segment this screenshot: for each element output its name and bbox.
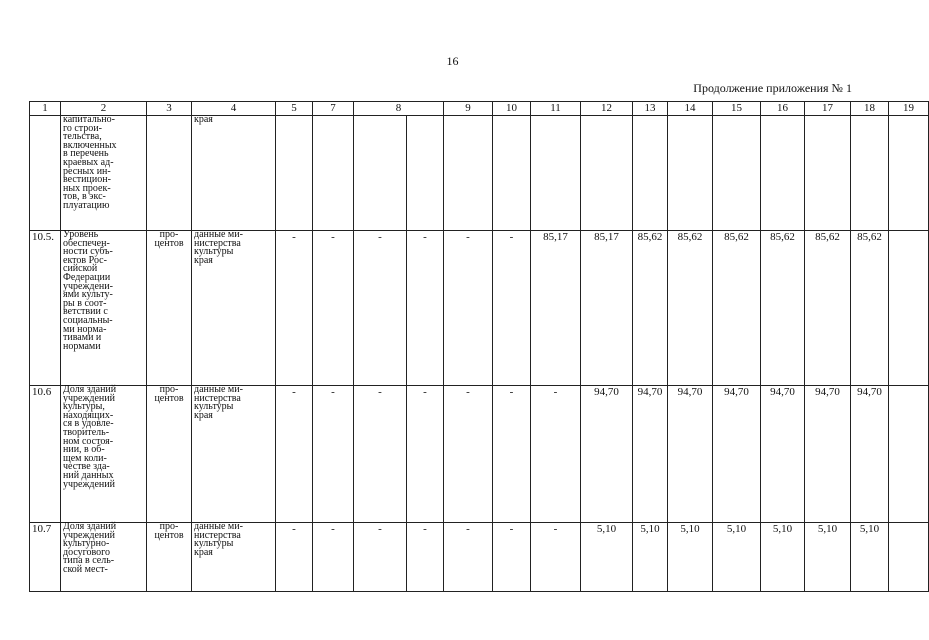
data-source-cell	[192, 116, 276, 231]
cell-text-line: сийской	[63, 263, 98, 275]
column-header: 5	[276, 102, 313, 116]
value-cell: 85,62	[851, 231, 889, 386]
indicator-name-cell	[61, 231, 147, 386]
value-cell	[276, 116, 313, 231]
cell-text-line: Доля зданий	[63, 384, 117, 395]
table-row	[30, 116, 929, 231]
cell-text-line: ветствии с	[63, 306, 108, 318]
value-cell: 85,62	[805, 231, 851, 386]
column-header: 9	[444, 102, 493, 116]
cell-text-line: культурно-	[63, 538, 110, 550]
value-cell	[713, 116, 761, 231]
cell-text-line: тов, в экс-	[63, 191, 106, 203]
cell-text-line: учреждений	[63, 478, 115, 490]
value-cell: -	[313, 231, 354, 386]
value-cell	[668, 116, 713, 231]
value-cell: 94,70	[633, 386, 668, 523]
cell-text-line: данные ми-	[194, 229, 243, 240]
page-number: 16	[446, 54, 459, 68]
value-cell	[493, 116, 531, 231]
value-cell	[313, 116, 354, 231]
data-source-cell	[192, 231, 276, 386]
cell-text-line: Федерации	[63, 271, 111, 283]
unit-cell	[147, 116, 192, 231]
value-cell: -	[313, 523, 354, 592]
value-cell	[851, 116, 889, 231]
cell-text-line: ся в удовле-	[63, 418, 114, 430]
value-cell: 94,70	[713, 386, 761, 523]
cell-text-line: плуатацию	[63, 199, 110, 211]
cell-text-line: края	[194, 114, 213, 125]
cell-text-line: краевых ад-	[63, 156, 114, 168]
value-cell: 85,62	[633, 231, 668, 386]
value-cell: -	[276, 523, 313, 592]
cell-text-line: социальны-	[63, 314, 113, 326]
cell-text-line: данные ми-	[194, 384, 243, 395]
cell-text-line: центов	[154, 237, 184, 249]
value-cell: -	[493, 231, 531, 386]
cell-text-line: в перечень	[63, 148, 109, 160]
cell-text-line: включенных	[63, 139, 117, 151]
column-number-row	[30, 102, 929, 116]
cell-text-line: края	[194, 254, 213, 266]
value-cell	[805, 116, 851, 231]
value-cell: -	[354, 386, 407, 523]
value-cell: -	[444, 386, 493, 523]
row-index-cell: 10.7	[30, 523, 61, 592]
column-header: 10	[493, 102, 531, 116]
data-source-cell	[192, 386, 276, 523]
value-cell	[889, 231, 929, 386]
column-header: 14	[668, 102, 713, 116]
cell-text-line: тельства,	[63, 131, 102, 143]
column-header: 11	[531, 102, 581, 116]
value-cell: -	[354, 523, 407, 592]
value-cell: 94,70	[761, 386, 805, 523]
unit-cell	[147, 231, 192, 386]
value-cell	[354, 116, 407, 231]
cell-text-line: творитель-	[63, 426, 110, 438]
cell-text-line: данные ми-	[194, 521, 243, 532]
cell-text-line: центов	[154, 392, 184, 404]
value-cell	[633, 116, 668, 231]
table-row	[30, 523, 929, 592]
value-cell	[889, 386, 929, 523]
row-index-cell: 10.5.	[30, 231, 61, 386]
cell-text-line: Уровень	[63, 229, 99, 240]
cell-text-line: ми норма-	[63, 323, 107, 335]
cell-text-line: про-	[159, 229, 179, 240]
value-cell: -	[276, 386, 313, 523]
value-cell: 85,17	[531, 231, 581, 386]
cell-text-line: учреждени-	[63, 280, 113, 292]
value-cell	[889, 523, 929, 592]
value-cell	[407, 116, 444, 231]
value-cell: -	[444, 231, 493, 386]
column-header: 4	[192, 102, 276, 116]
cell-text-line: культуры	[194, 538, 234, 550]
cell-text-line: ской мест-	[63, 563, 108, 575]
value-cell: -	[407, 523, 444, 592]
value-cell: -	[493, 523, 531, 592]
column-header: 18	[851, 102, 889, 116]
cell-text-line: края	[194, 546, 213, 558]
value-cell: -	[407, 386, 444, 523]
cell-text-line: Доля зданий	[63, 521, 117, 532]
value-cell: -	[407, 231, 444, 386]
cell-text-line: ры в соот-	[63, 297, 107, 309]
value-cell	[531, 116, 581, 231]
cell-text-line: нистерства	[194, 529, 241, 541]
column-header: 15	[713, 102, 761, 116]
value-cell: 5,10	[713, 523, 761, 592]
column-header: 17	[805, 102, 851, 116]
value-cell: 85,17	[581, 231, 633, 386]
value-cell: 5,10	[805, 523, 851, 592]
value-cell	[889, 116, 929, 231]
value-cell: -	[313, 386, 354, 523]
cell-text-line: го строи-	[63, 122, 102, 134]
value-cell: 94,70	[851, 386, 889, 523]
cell-text-line: типа в сель-	[63, 555, 115, 567]
cell-text-line: культуры	[194, 246, 234, 258]
row-index-cell: 10.6	[30, 386, 61, 523]
cell-text-line: вестицион-	[63, 174, 111, 186]
table-row	[30, 231, 929, 386]
value-cell: 85,62	[761, 231, 805, 386]
indicator-name-cell	[61, 116, 147, 231]
cell-text-line: учреждений	[63, 529, 115, 541]
cell-text-line: ями культу-	[63, 289, 113, 301]
cell-text-line: тивами и	[63, 332, 102, 344]
cell-text-line: ний данных	[63, 469, 114, 481]
value-cell: 94,70	[581, 386, 633, 523]
cell-text-line: края	[194, 409, 213, 421]
column-header: 19	[889, 102, 929, 116]
value-cell	[444, 116, 493, 231]
column-header: 7	[313, 102, 354, 116]
cell-text-line: центов	[154, 529, 184, 541]
cell-text-line: ресных ин-	[63, 165, 111, 177]
value-cell: 85,62	[668, 231, 713, 386]
appendix-continuation-note: Продолжение приложения № 1	[693, 81, 852, 95]
cell-text-line: нистерства	[194, 392, 241, 404]
value-cell: 5,10	[633, 523, 668, 592]
cell-text-line: ектов Рос-	[63, 254, 107, 266]
column-header: 1	[30, 102, 61, 116]
unit-cell	[147, 386, 192, 523]
table-row	[30, 386, 929, 523]
value-cell: 5,10	[668, 523, 713, 592]
value-cell: -	[354, 231, 407, 386]
unit-cell	[147, 523, 192, 592]
column-header: 2	[61, 102, 147, 116]
indicator-name-cell	[61, 523, 147, 592]
value-cell: -	[276, 231, 313, 386]
column-header: 8	[354, 102, 444, 116]
value-cell: -	[444, 523, 493, 592]
cell-text-line: досугового	[63, 546, 111, 558]
column-header: 3	[147, 102, 192, 116]
cell-text-line: ности субъ-	[63, 246, 113, 258]
data-source-cell	[192, 523, 276, 592]
value-cell	[581, 116, 633, 231]
column-header: 13	[633, 102, 668, 116]
value-cell: 94,70	[805, 386, 851, 523]
cell-text-line: культуры,	[63, 401, 105, 413]
indicator-table	[29, 101, 929, 592]
cell-text-line: нии, в об-	[63, 444, 105, 456]
column-header: 12	[581, 102, 633, 116]
cell-text-line: учреждений	[63, 392, 115, 404]
cell-text-line: нистерства	[194, 237, 241, 249]
cell-text-line: щем коли-	[63, 452, 107, 464]
value-cell: 85,62	[713, 231, 761, 386]
value-cell: 94,70	[668, 386, 713, 523]
value-cell	[761, 116, 805, 231]
cell-text-line: капитально-	[63, 114, 115, 125]
cell-text-line: обеспечен-	[63, 237, 110, 249]
row-index-cell	[30, 116, 61, 231]
cell-text-line: ных проек-	[63, 182, 111, 194]
cell-text-line: нормами	[63, 340, 101, 352]
cell-text-line: культуры	[194, 401, 234, 413]
cell-text-line: про-	[159, 384, 179, 395]
indicator-name-cell	[61, 386, 147, 523]
cell-text-line: честве зда-	[63, 461, 110, 473]
value-cell: -	[531, 523, 581, 592]
cell-text-line: про-	[159, 521, 179, 532]
column-header: 16	[761, 102, 805, 116]
value-cell: 5,10	[851, 523, 889, 592]
value-cell: -	[531, 386, 581, 523]
value-cell: 5,10	[761, 523, 805, 592]
cell-text-line: ном состоя-	[63, 435, 114, 447]
value-cell: 5,10	[581, 523, 633, 592]
value-cell: -	[493, 386, 531, 523]
cell-text-line: находящих-	[63, 409, 114, 421]
